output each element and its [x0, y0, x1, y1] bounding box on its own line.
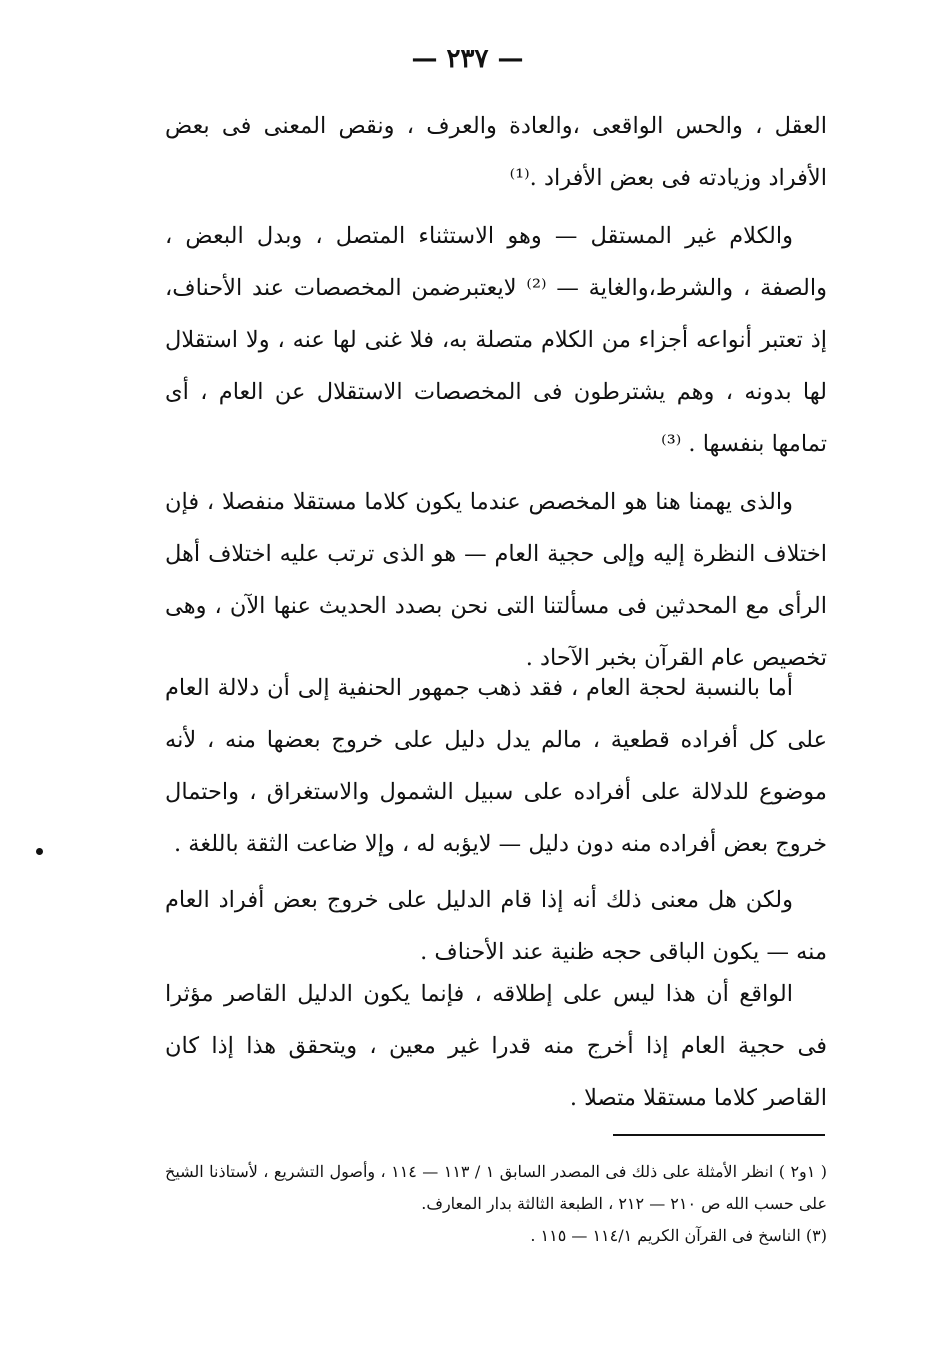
paragraph-text: ولكن هل معنى ذلك أنه إذا قام الدليل على خروج بعض أفراد العام منه — يكون الباقى حجه ظنية عند الأحناف .: [165, 887, 827, 965]
page-number: — ٢٣٧ —: [411, 44, 524, 74]
paragraph-text: أما بالنسبة لحجة العام ، فقد ذهب جمهور الحنفية إلى أن دلالة العام على كل أفراده قطعية ، مالم يدل دليل على خروج بعضها منه ، لأنه موضوع للدلالة على أفراده على سبيل الشمول والاستغراق ، واحتمال خروج بعض أفراده منه دون دليل — لايؤبه له ، وإلا ضاعت الثقة باللغة .: [165, 675, 827, 857]
footnote-3: (٣) الناسخ فى القرآن الكريم ١١٤/١ — ١١٥ .: [530, 1226, 827, 1245]
paragraph-1: [165, 100, 827, 204]
ink-dot: [36, 848, 43, 855]
paragraph-text: والكلام غير المستقل — وهو الاستثناء المتصل ، وبدل البعض ، والصفة ، والشرط،والغاية — ⁽²⁾ لايعتبرضمن المخصصات عند الأحناف، إذ تعتبر أنواعه أجزاء من الكلام متصلة به، فلا غنى لها عنه ، ولا استقلال لها بدونه ، وهم يشترطون فى المخصصات الاستقلال عن العام ، أى تمامها بنفسها . ⁽³⁾: [165, 223, 827, 457]
paragraph-4: [165, 662, 827, 870]
footnotes: [165, 1156, 827, 1252]
paragraph-3: [165, 476, 827, 684]
paragraph-text: العقل ، والحس الواقعى ،والعادة والعرف ، ونقص المعنى فى بعض الأفراد وزيادته فى بعض الأفراد .⁽¹⁾: [165, 113, 827, 191]
paragraph-text: الواقع أن هذا ليس على إطلاقه ، فإنما يكون الدليل القاصر مؤثرا فى حجية العام إذا أخرج منه قدرا غير معين ، ويتحقق هذا إذا كان القاصر كلاما مستقلا متصلا .: [165, 981, 827, 1111]
footnote-1-2: ( ١و٢ ) انظر الأمثلة على ذلك فى المصدر السابق ١ / ١١٣ — ١١٤ ، وأصول التشريع ، لأستاذنا الشيخ على حسب الله ص ٢١٠ — ٢١٢ ، الطبعة الثالثة بدار المعارف.: [165, 1162, 828, 1213]
paragraph-2: [165, 210, 827, 470]
paragraph-6: [165, 968, 827, 1124]
footnote-separator: [613, 1134, 825, 1136]
paragraph-5: [165, 874, 827, 978]
paragraph-text: والذى يهمنا هنا هو المخصص عندما يكون كلاما مستقلا منفصلا ، فإن اختلاف النظرة إليه وإلى حجية العام — هو الذى ترتب عليه اختلاف أهل الرأى مع المحدثين فى مسألتنا التى نحن بصدد الحديث عنها الآن ، وهى تخصيص عام القرآن بخبر الآحاد .: [165, 489, 827, 671]
